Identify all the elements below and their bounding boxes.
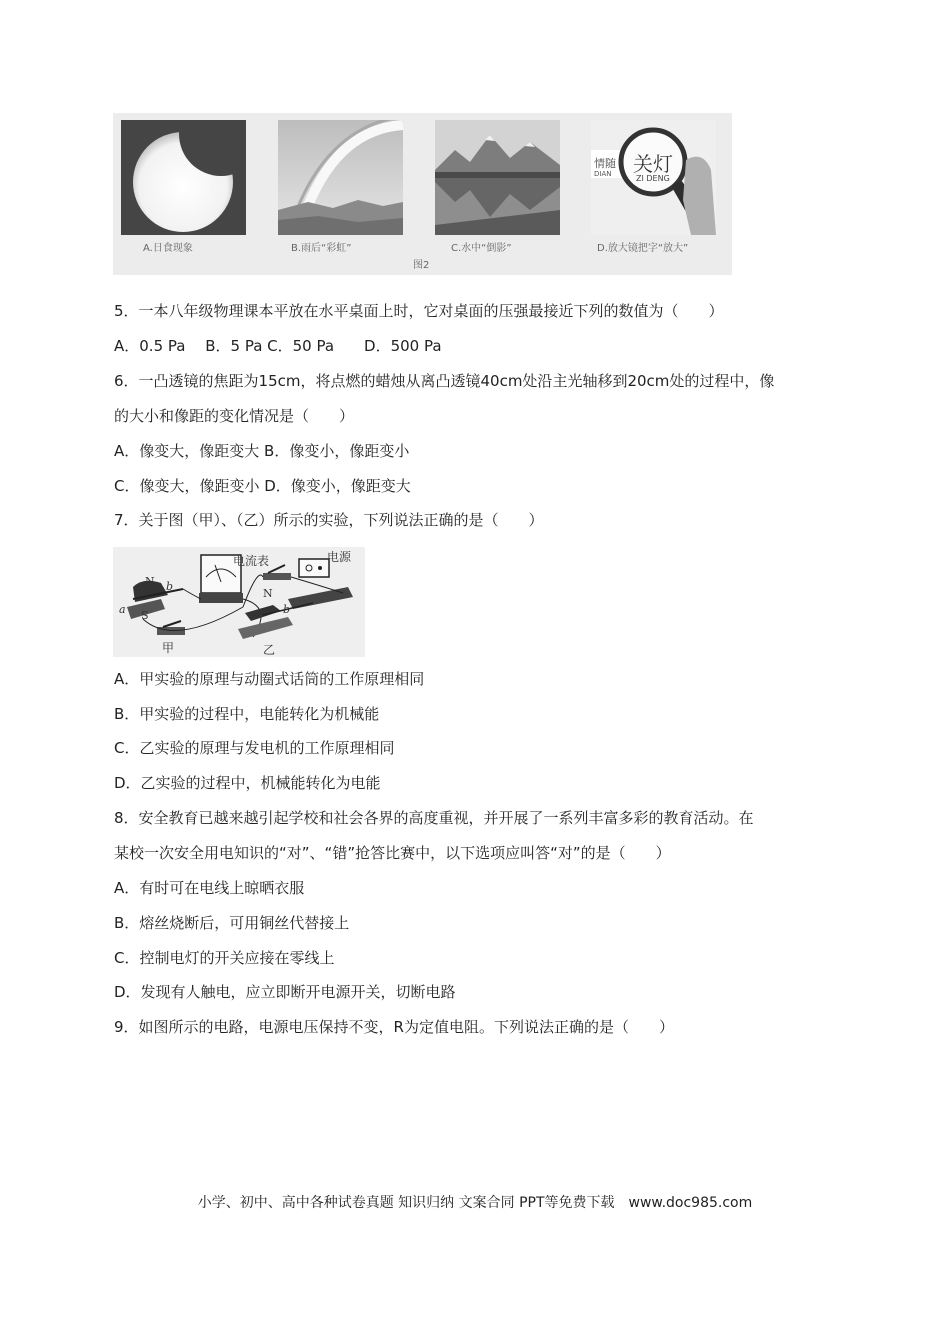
photo-solar-eclipse [121,120,246,235]
label-n-right: N [263,587,273,600]
question-8-option-d: D．发现有人触电，应立即断开电源开关，切断电路 [114,983,456,1001]
question-7-option-d: D．乙实验的过程中，机械能转化为电能 [114,774,381,792]
label-n-left: N [145,575,155,588]
figure-label: 图2 [413,260,430,271]
question-8-option-b: B．熔丝烧断后，可用铜丝代替接上 [114,914,350,932]
photo-magnifier [591,120,716,235]
caption-a: A.日食现象 [143,243,193,254]
question-5-stem: 5．一本八年级物理课本平放在水平桌面上时，它对桌面的压强最接近下列的数值为（ ） [114,302,724,320]
label-ammeter: 电流表 [233,554,270,568]
label-b-left: b [166,580,174,593]
magnifier-text-2: 关灯 [633,152,673,176]
question-8-option-c: C．控制电灯的开关应接在零线上 [114,949,335,967]
question-7-stem: 7．关于图（甲）、（乙）所示的实验，下列说法正确的是（ ） [114,511,544,529]
photo-water-reflection [435,120,560,235]
question-6-option-cd: C．像变大，像距变小 D．像变小，像距变大 [114,477,411,495]
question-7-option-b: B．甲实验的过程中，电能转化为机械能 [114,705,380,723]
label-power: 电源 [327,550,352,564]
label-s-left: S [141,609,149,622]
question-8-option-a: A．有时可在电线上晾晒衣服 [114,879,305,897]
footer: 小学、初中、高中各种试卷真题 知识归纳 文案合同 PPT等免费下载 www.doc985.com [197,1195,753,1211]
question-9-stem: 9．如图所示的电路，电源电压保持不变，R为定值电阻。下列说法正确的是（ ） [114,1018,674,1036]
photo-rainbow [278,120,403,235]
label-yi: 乙 [263,643,276,657]
caption-d: D.放大镜把字“放大” [597,243,689,254]
magnifier-text-4: ZI DENG [636,174,670,183]
question-7-option-a: A．甲实验的原理与动圈式话筒的工作原理相同 [114,670,425,688]
question-6-option-ab: A．像变大，像距变大 B．像变小，像距变小 [114,442,410,460]
caption-c: C.水中“倒影” [451,243,512,254]
question-5-options: A．0.5 Pa B．5 Pa C．50 Pa D．500 Pa [114,337,442,355]
label-b-right: b [283,603,291,616]
question-7-option-c: C．乙实验的原理与发电机的工作原理相同 [114,739,395,757]
magnifier-text-3: DIAN [594,170,612,178]
question-6-stem-2: 的大小和像距的变化情况是（ ） [114,407,355,425]
label-a-left: a [119,603,126,616]
question-8-stem-1: 8．安全教育已越来越引起学校和社会各界的高度重视，并开展了一系列丰富多彩的教育活动。在 [114,809,754,827]
label-jia: 甲 [162,641,175,655]
magnifier-text-1: 情随 [594,157,616,170]
figure-2 [113,113,732,275]
question-6-stem-1: 6．一凸透镜的焦距为15cm，将点燃的蜡烛从离凸透镜40cm处沿主光轴移到20cm处的过程中，像 [114,372,775,390]
circuit-figure [113,547,365,657]
caption-b: B.雨后“彩虹” [291,243,352,254]
question-8-stem-2: 某校一次安全用电知识的“对”、“错”抢答比赛中，以下选项应叫答“对”的是（ ） [114,844,671,862]
